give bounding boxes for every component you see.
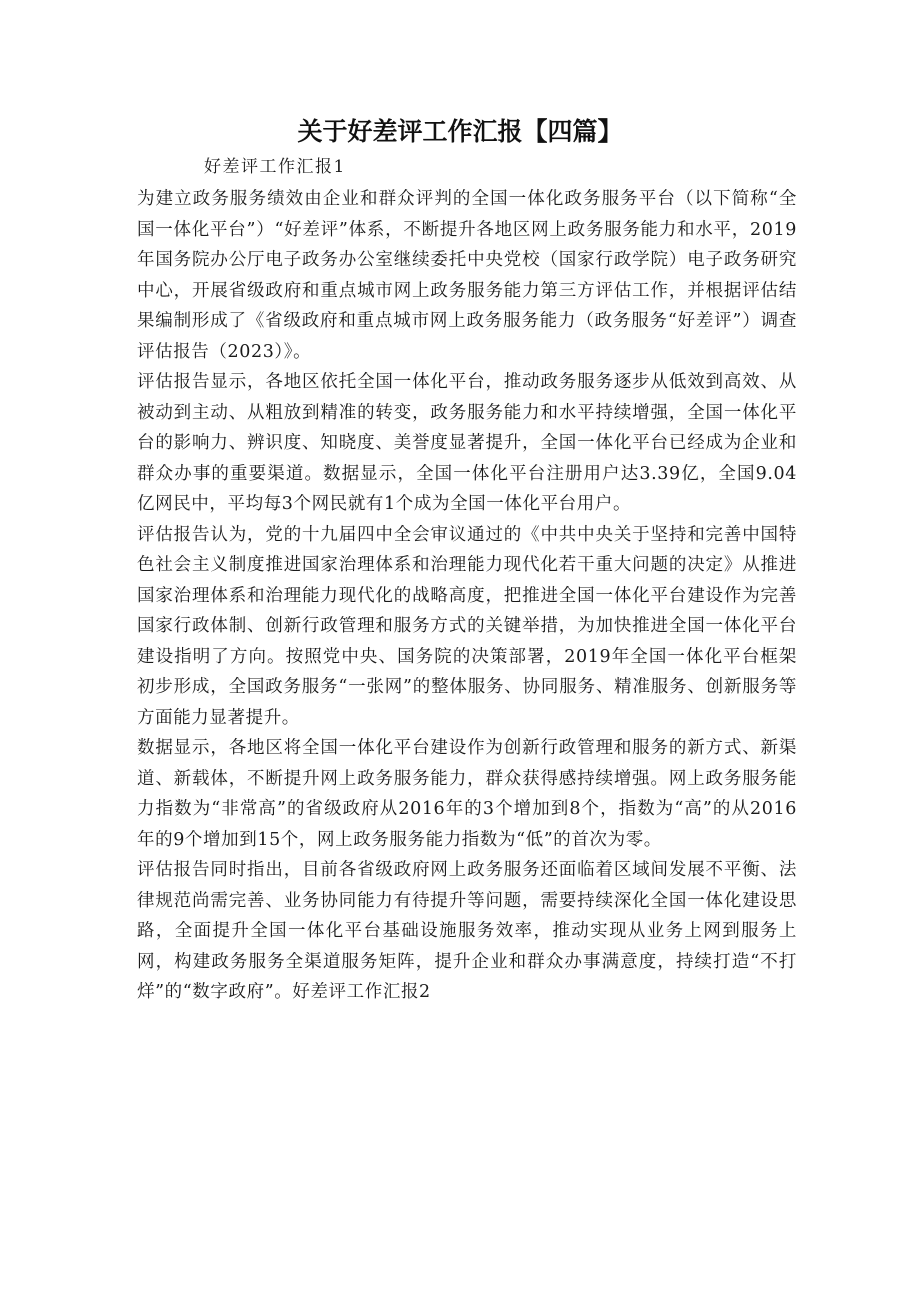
- paragraph-intro: 为建立政务服务绩效由企业和群众评判的全国一体化政务服务平台（以下简称“全国一体化平台”）“好差评”体系，不断提升各地区网上政务服务能力和水平，2019年国务院办公厅电子政务办公室继续委托中央党校（国家行政学院）电子政务研究中心，开展省级政府和重点城市网上政务服务能力第三方评估工作，并根据评估结果编制形成了《省级政府和重点城市网上政务服务能力（政务服务“好差评”）调查评估报告（2023）》。: [137, 189, 797, 362]
- paragraph-report-issues: 评估报告同时指出，目前各省级政府网上政务服务还面临着区域间发展不平衡、法律规范尚需完善、业务协同能力有待提升等问题，需要持续深化全国一体化建设思路，全面提升全国一体化平台基础设施服务效率，推动实现从业务上网到服务上网，构建政务服务全渠道服务矩阵，提升企业和群众办事满意度，持续打造“不打烊”的“数字政府”。好差评工作汇报2: [137, 860, 797, 1002]
- paragraph-report-opinion: 评估报告认为，党的十九届四中全会审议通过的《中共中央关于坚持和完善中国特色社会主义制度推进国家治理体系和治理能力现代化若干重大问题的决定》从推进国家治理体系和治理能力现代化的战略高度，把推进全国一体化平台建设作为完善国家行政体制、创新行政管理和服务方式的关键举措，为加快推进全国一体化平台建设指明了方向。按照党中央、国务院的决策部署，2019年全国一体化平台框架初步形成，全国政务服务“一张网”的整体服务、协同服务、精准服务、创新服务等方面能力显著提升。: [137, 524, 797, 728]
- paragraph-data-display: 数据显示，各地区将全国一体化平台建设作为创新行政管理和服务的新方式、新渠道、新载体，不断提升网上政务服务能力，群众获得感持续增强。网上政务服务能力指数为“非常高”的省级政府从2016年的3个增加到8个，指数为“高”的从2016年的9个增加到15个，网上政务服务能力指数为“低”的首次为零。: [137, 738, 797, 850]
- paragraph-report-display: 评估报告显示，各地区依托全国一体化平台，推动政务服务逐步从低效到高效、从被动到主动、从粗放到精准的转变，政务服务能力和水平持续增强，全国一体化平台的影响力、辨识度、知晓度、美誉度显著提升，全国一体化平台已经成为企业和群众办事的重要渠道。数据显示，全国一体化平台注册用户达3.39亿，全国9.04亿网民中，平均每3个网民就有1个成为全国一体化平台用户。: [137, 372, 797, 514]
- document-title: 关于好差评工作汇报【四篇】: [297, 117, 623, 146]
- document-body: [137, 184, 797, 1008]
- section-heading: 好差评工作汇报1: [204, 157, 346, 177]
